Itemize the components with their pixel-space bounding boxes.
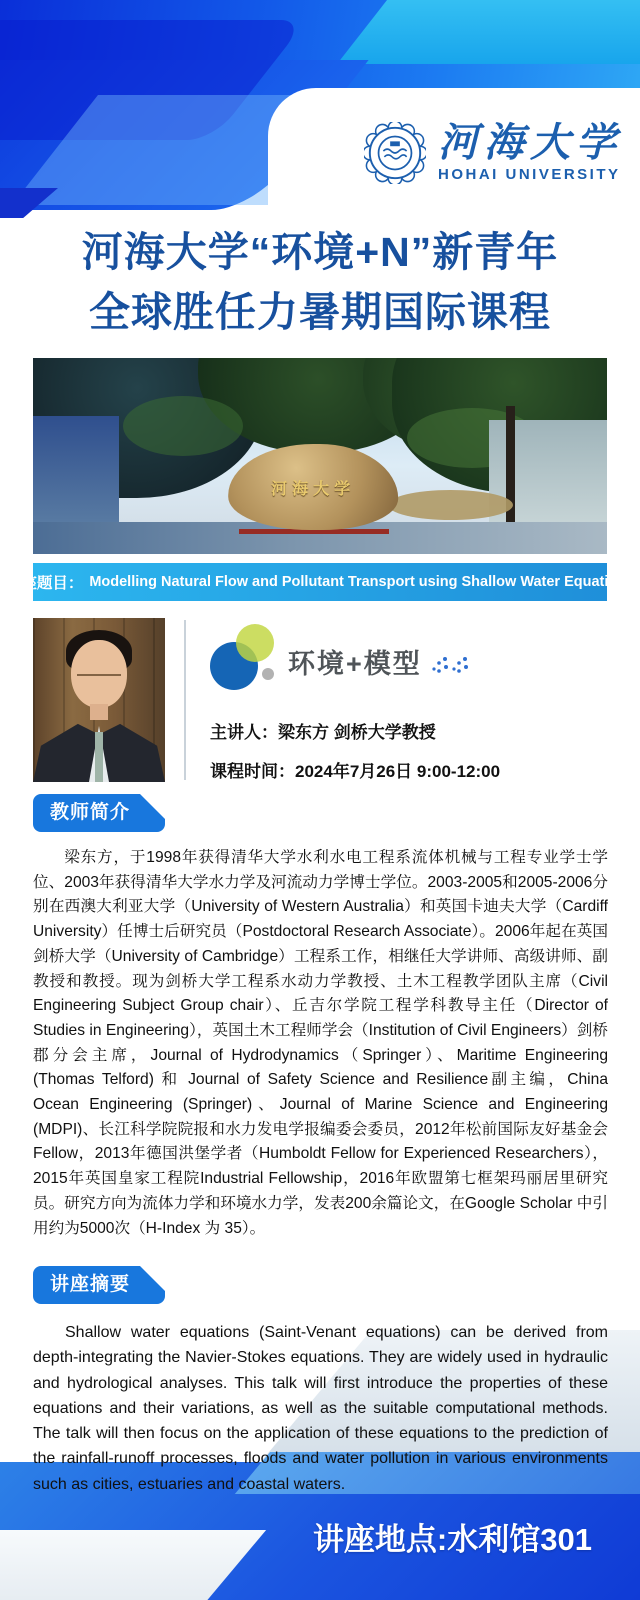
speaker-section <box>33 618 607 782</box>
portrait-neck <box>90 704 108 720</box>
speaker-info <box>210 618 607 782</box>
time-value: 2024年7月26日 9:00-12:00 <box>295 762 501 781</box>
abstract-section-badge: 讲座摘要 <box>33 1266 165 1304</box>
university-logo-panel <box>268 88 640 218</box>
photo-entrance-stone <box>228 444 398 530</box>
bio-paragraph: 梁东方，于1998年获得清华大学水利水电工程系流体机械与工程专业学士学位、2003年获得清华大学水力学及河流动力学博士学位。2003-2005和2005-2006分别在西澳大利亚大学（University of Western Australia）和英国卡迪夫大学（Cardiff University）任博士后研究员（Postdoctoral Research Associate）。2006年起在英国剑桥大学（University of Cambridge）工程系工作，相继任大学讲师、高级讲师、副教授和教授。现为剑桥大学工程系水动力学教授、土木工程教学团队主席（Civil Engineering Subject Group chair）、丘吉尔学院工程学科教导主任（Director of Studies in Engineering），英国土木工程师学会（Institution of Civil Engineers）剑桥郡分会主席，Journal of Hydrodynamics（Springer）、Maritime Engineering (Thomas Telford) 和 Journal of Safety Science and Resilience副主编，China Ocean Engineering (Springer)、Journal of Marine Science and Engineering (MDPI)、长江科学院院报和水力发电学报编委会委员，2012年松前国际友好基金会 Fellow，2013年德国洪堡学者（Humboldt Fellow for Experienced Researchers），2015年英国皇家工程院Industrial Fellowship，2016年欧盟第七框架玛丽居里研究员。研究方向为流体力学和环境水力学，发表200余篇论文，在Google Scholar 中引用约为5000次（H-Index 为 35）。 <box>33 849 608 1237</box>
poster-title <box>0 222 640 342</box>
program-logo-icon <box>210 624 284 698</box>
bio-section-badge: 教师简介 <box>33 794 165 832</box>
campus-photo <box>33 358 607 554</box>
speaker-label: 主讲人： <box>210 723 278 742</box>
hohai-seal-icon <box>364 122 426 184</box>
speaker-portrait <box>33 618 165 782</box>
time-line <box>210 757 607 782</box>
location-value: 水利馆301 <box>447 1522 592 1557</box>
header-cyan-streak <box>337 0 640 64</box>
logo-gray-dot <box>262 668 274 680</box>
portrait-glasses <box>77 664 121 676</box>
poster-title-line2: 全球胜任力暑期国际课程 <box>89 289 551 335</box>
header-banner <box>0 0 640 218</box>
lecture-title-bar <box>5 563 635 601</box>
speaker-value: 梁东方 剑桥大学教授 <box>278 723 436 742</box>
university-name-en: HOHAI UNIVERSITY <box>438 166 621 183</box>
program-logo-row <box>210 618 607 704</box>
photo-bush <box>388 490 513 520</box>
logo-green-circle <box>236 624 274 662</box>
lecture-title-label: 讲座题目： <box>5 575 84 592</box>
portrait-tie <box>95 732 103 782</box>
vertical-divider <box>184 620 186 780</box>
abstract-paragraph: Shallow water equations (Saint-Venant equations) can be derived from depth-integrating the Navier-Stokes equations. They are widely used in hydraulic and hydrological analyses. This talk will first introduce the properties of these equations and their variations, as well as the suitable computational methods. The talk will then focus on the application of these equations to the prediction of the rainfall-runoff processes, floods and water pollution in various environments such as cities, estuaries and coastal waters. <box>33 1324 608 1493</box>
location-line <box>313 1514 592 1559</box>
photo-foliage-highlight <box>123 396 243 456</box>
time-label: 课程时间： <box>210 762 295 781</box>
program-name: 环境+模型 <box>288 648 422 679</box>
lecture-title-text: Modelling Natural Flow and Pollutant Transport using Shallow Water Equations <box>89 574 635 590</box>
sparkle-dots-icon <box>430 653 470 675</box>
stone-inscription: 河海大学 <box>271 480 356 498</box>
photo-left-wall <box>33 416 119 528</box>
poster-title-line1: 河海大学“环境+N”新青年 <box>81 229 559 275</box>
university-name-cn: 河海大学 <box>438 120 622 165</box>
speaker-line <box>210 718 607 743</box>
university-logo-text <box>438 120 622 183</box>
location-label: 讲座地点: <box>312 1522 448 1557</box>
